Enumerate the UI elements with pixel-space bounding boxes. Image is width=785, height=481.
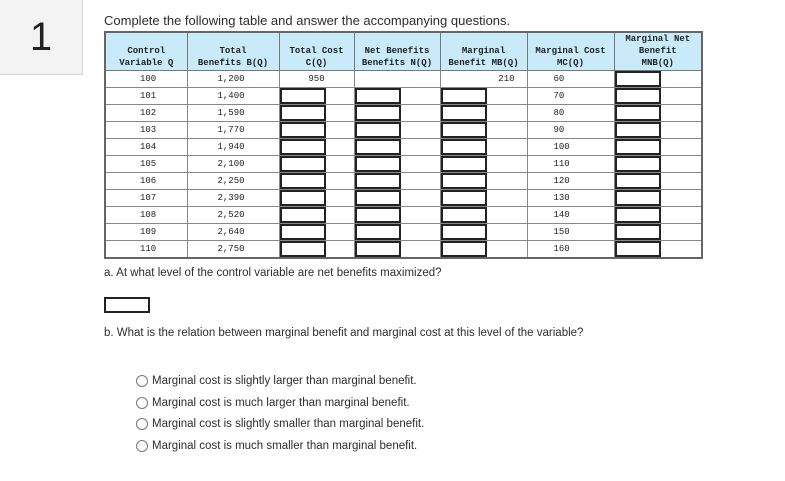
marginal-cost-value: 60 bbox=[553, 74, 565, 84]
net-benefits-cell bbox=[354, 139, 440, 156]
marginal-benefit-cell bbox=[440, 173, 527, 190]
total-cost bbox=[279, 71, 354, 88]
net-benefits-input[interactable] bbox=[355, 156, 401, 172]
question-number: 1 bbox=[0, 0, 83, 75]
control-variable bbox=[105, 241, 187, 259]
total-cost-cell bbox=[279, 156, 354, 173]
total-cost-cell bbox=[279, 241, 354, 259]
header-marginal-benefit: Marginal Benefit MB(Q) bbox=[440, 32, 527, 71]
radio-icon[interactable] bbox=[136, 418, 148, 430]
total-cost-cell bbox=[279, 105, 354, 122]
marginal-cost bbox=[527, 190, 614, 207]
radio-icon[interactable] bbox=[136, 440, 148, 452]
marginal-cost bbox=[527, 122, 614, 139]
marginal-benefit-cell bbox=[440, 207, 527, 224]
total-benefits-value: 2,750 bbox=[217, 244, 245, 254]
control-variable bbox=[105, 190, 187, 207]
control-variable bbox=[105, 207, 187, 224]
marginal-benefit bbox=[440, 71, 527, 88]
control-variable bbox=[105, 71, 187, 88]
marginal-cost bbox=[527, 105, 614, 122]
total-benefits-value: 1,200 bbox=[217, 74, 245, 84]
total-benefits bbox=[187, 241, 279, 259]
marginal-benefit-input[interactable] bbox=[441, 224, 487, 240]
control-variable bbox=[105, 88, 187, 105]
option-label: Marginal cost is slightly smaller than marginal benefit. bbox=[152, 418, 425, 431]
marginal-cost-value: 100 bbox=[553, 142, 570, 152]
total-cost-input[interactable] bbox=[280, 207, 326, 223]
total-benefits bbox=[187, 88, 279, 105]
marginal-cost-value: 110 bbox=[553, 159, 570, 169]
total-benefits-value: 2,250 bbox=[217, 176, 245, 186]
marginal-cost bbox=[527, 71, 614, 88]
marginal-cost-value: 70 bbox=[553, 91, 565, 101]
total-cost-input[interactable] bbox=[280, 156, 326, 172]
marginal-benefit-input[interactable] bbox=[441, 156, 487, 172]
option-label: Marginal cost is much smaller than marginal benefit. bbox=[152, 439, 418, 452]
marginal-benefit-input[interactable] bbox=[441, 88, 487, 104]
table-row bbox=[105, 241, 702, 259]
control-variable-value: 103 bbox=[140, 125, 157, 135]
net-benefits-cell bbox=[354, 190, 440, 207]
control-variable-value: 105 bbox=[140, 159, 157, 169]
control-variable-value: 109 bbox=[140, 227, 157, 237]
marginal-net-benefit-cell bbox=[614, 241, 702, 259]
total-benefits bbox=[187, 224, 279, 241]
table-row bbox=[105, 156, 702, 173]
net-benefits-cell bbox=[354, 156, 440, 173]
total-cost-cell bbox=[279, 88, 354, 105]
option-label: Marginal cost is slightly larger than marginal benefit. bbox=[152, 374, 417, 387]
table-row bbox=[105, 88, 702, 105]
table-row bbox=[105, 224, 702, 241]
option-3[interactable] bbox=[136, 413, 424, 435]
total-benefits-value: 1,940 bbox=[217, 142, 245, 152]
marginal-cost-value: 120 bbox=[553, 176, 570, 186]
marginal-net-benefit-cell bbox=[614, 88, 702, 105]
net-benefits-input[interactable] bbox=[355, 139, 401, 155]
total-cost-input[interactable] bbox=[280, 122, 326, 138]
marginal-cost bbox=[527, 241, 614, 259]
control-variable bbox=[105, 173, 187, 190]
net-benefits-cell bbox=[354, 224, 440, 241]
marginal-benefit-input[interactable] bbox=[441, 173, 487, 189]
control-variable bbox=[105, 139, 187, 156]
marginal-net-benefit-input[interactable] bbox=[615, 88, 661, 104]
answer-options bbox=[136, 370, 424, 457]
total-benefits bbox=[187, 207, 279, 224]
header-total-benefits: Total Benefits B(Q) bbox=[187, 32, 279, 71]
total-cost-cell bbox=[279, 207, 354, 224]
total-benefits bbox=[187, 105, 279, 122]
header-marginal-cost: Marginal Cost MC(Q) bbox=[527, 32, 614, 71]
marginal-net-benefit-input[interactable] bbox=[615, 122, 661, 138]
control-variable-value: 100 bbox=[140, 74, 157, 84]
marginal-benefit-input[interactable] bbox=[441, 105, 487, 121]
option-4[interactable] bbox=[136, 435, 424, 457]
marginal-net-benefit-input[interactable] bbox=[615, 71, 661, 87]
marginal-benefit-cell bbox=[440, 139, 527, 156]
control-variable-value: 108 bbox=[140, 210, 157, 220]
marginal-cost-value: 130 bbox=[553, 193, 570, 203]
total-cost-input[interactable] bbox=[280, 173, 326, 189]
marginal-net-benefit-input[interactable] bbox=[615, 105, 661, 121]
total-cost-input[interactable] bbox=[280, 190, 326, 206]
net-benefits-cell bbox=[354, 173, 440, 190]
marginal-net-benefit-input[interactable] bbox=[615, 190, 661, 206]
total-benefits-value: 2,100 bbox=[217, 159, 245, 169]
control-variable bbox=[105, 224, 187, 241]
control-variable bbox=[105, 105, 187, 122]
control-variable bbox=[105, 156, 187, 173]
marginal-net-benefit-cell bbox=[614, 71, 702, 88]
data-table bbox=[104, 31, 703, 259]
header-net-benefits: Net Benefits Benefits N(Q) bbox=[354, 32, 440, 71]
radio-icon[interactable] bbox=[136, 375, 148, 387]
net-benefits-input[interactable] bbox=[355, 122, 401, 138]
marginal-net-benefit-input[interactable] bbox=[615, 241, 661, 257]
net-benefits bbox=[354, 71, 440, 88]
total-benefits bbox=[187, 173, 279, 190]
header-control-variable: Control Variable Q bbox=[105, 32, 187, 71]
net-benefits-input[interactable] bbox=[355, 241, 401, 257]
marginal-net-benefit-input[interactable] bbox=[615, 156, 661, 172]
total-benefits-value: 1,590 bbox=[217, 108, 245, 118]
total-cost-cell bbox=[279, 224, 354, 241]
marginal-benefit-cell bbox=[440, 88, 527, 105]
control-variable-value: 101 bbox=[140, 91, 157, 101]
marginal-cost bbox=[527, 207, 614, 224]
total-cost-input[interactable] bbox=[280, 105, 326, 121]
total-cost-cell bbox=[279, 139, 354, 156]
marginal-benefit-input[interactable] bbox=[441, 122, 487, 138]
net-benefits-input[interactable] bbox=[355, 207, 401, 223]
marginal-net-benefit-cell bbox=[614, 224, 702, 241]
answer-a-input[interactable] bbox=[104, 297, 150, 313]
marginal-net-benefit-cell bbox=[614, 122, 702, 139]
total-benefits bbox=[187, 71, 279, 88]
total-benefits bbox=[187, 122, 279, 139]
table-row bbox=[105, 71, 702, 88]
net-benefits-cell bbox=[354, 241, 440, 259]
total-benefits-value: 2,390 bbox=[217, 193, 245, 203]
marginal-benefit-input[interactable] bbox=[441, 241, 487, 257]
total-cost-input[interactable] bbox=[280, 224, 326, 240]
marginal-net-benefit-input[interactable] bbox=[615, 207, 661, 223]
total-benefits bbox=[187, 156, 279, 173]
control-variable-value: 107 bbox=[140, 193, 157, 203]
total-cost-input[interactable] bbox=[280, 139, 326, 155]
marginal-net-benefit-input[interactable] bbox=[615, 173, 661, 189]
total-benefits-value: 1,770 bbox=[217, 125, 245, 135]
table-row bbox=[105, 139, 702, 156]
marginal-cost bbox=[527, 156, 614, 173]
total-cost-input[interactable] bbox=[280, 88, 326, 104]
marginal-net-benefit-cell bbox=[614, 105, 702, 122]
marginal-benefit-input[interactable] bbox=[441, 139, 487, 155]
marginal-benefit-cell bbox=[440, 105, 527, 122]
marginal-net-benefit-cell bbox=[614, 156, 702, 173]
control-variable-value: 104 bbox=[140, 142, 157, 152]
marginal-benefit-cell bbox=[440, 122, 527, 139]
marginal-cost bbox=[527, 139, 614, 156]
total-cost-value: 950 bbox=[308, 74, 325, 84]
marginal-benefit-input[interactable] bbox=[441, 190, 487, 206]
total-benefits-value: 2,520 bbox=[217, 210, 245, 220]
header-marginal-net-benefit: Marginal Net Benefit MNB(Q) bbox=[614, 32, 702, 71]
table-row bbox=[105, 105, 702, 122]
marginal-benefit-cell bbox=[440, 156, 527, 173]
marginal-net-benefit-input[interactable] bbox=[615, 139, 661, 155]
marginal-cost-value: 160 bbox=[553, 244, 570, 254]
marginal-benefit-cell bbox=[440, 190, 527, 207]
total-benefits-value: 2,640 bbox=[217, 227, 245, 237]
marginal-cost-value: 80 bbox=[553, 108, 565, 118]
net-benefits-cell bbox=[354, 88, 440, 105]
net-benefits-cell bbox=[354, 122, 440, 139]
marginal-net-benefit-cell bbox=[614, 139, 702, 156]
total-cost-input[interactable] bbox=[280, 241, 326, 257]
option-1[interactable] bbox=[136, 370, 424, 392]
net-benefits-cell bbox=[354, 207, 440, 224]
question-b: b. What is the relation between marginal benefit and marginal cost at this level of the variable? bbox=[104, 327, 584, 339]
option-label: Marginal cost is much larger than marginal benefit. bbox=[152, 396, 410, 409]
option-2[interactable] bbox=[136, 392, 424, 414]
control-variable-value: 102 bbox=[140, 108, 157, 118]
radio-icon[interactable] bbox=[136, 397, 148, 409]
marginal-net-benefit-cell bbox=[614, 207, 702, 224]
marginal-benefit-cell bbox=[440, 241, 527, 259]
marginal-benefit-cell bbox=[440, 224, 527, 241]
total-cost-cell bbox=[279, 190, 354, 207]
marginal-cost bbox=[527, 173, 614, 190]
control-variable-value: 110 bbox=[140, 244, 157, 254]
table-row bbox=[105, 190, 702, 207]
net-benefits-input[interactable] bbox=[355, 190, 401, 206]
net-benefits-cell bbox=[354, 105, 440, 122]
marginal-benefit-input[interactable] bbox=[441, 207, 487, 223]
table-row bbox=[105, 122, 702, 139]
net-benefits-input[interactable] bbox=[355, 88, 401, 104]
total-benefits bbox=[187, 190, 279, 207]
net-benefits-input[interactable] bbox=[355, 105, 401, 121]
marginal-benefit-value: 210 bbox=[498, 74, 515, 84]
total-benefits bbox=[187, 139, 279, 156]
net-benefits-input[interactable] bbox=[355, 224, 401, 240]
table-row bbox=[105, 207, 702, 224]
table-header-row bbox=[105, 32, 702, 71]
marginal-net-benefit-input[interactable] bbox=[615, 224, 661, 240]
total-cost-cell bbox=[279, 122, 354, 139]
total-cost-cell bbox=[279, 173, 354, 190]
header-total-cost: Total Cost C(Q) bbox=[279, 32, 354, 71]
net-benefits-input[interactable] bbox=[355, 173, 401, 189]
instructions: Complete the following table and answer the accompanying questions. bbox=[104, 13, 511, 28]
control-variable bbox=[105, 122, 187, 139]
marginal-cost bbox=[527, 224, 614, 241]
marginal-cost-value: 140 bbox=[553, 210, 570, 220]
marginal-cost-value: 150 bbox=[553, 227, 570, 237]
marginal-cost bbox=[527, 88, 614, 105]
table-row bbox=[105, 173, 702, 190]
marginal-net-benefit-cell bbox=[614, 190, 702, 207]
question-a: a. At what level of the control variable are net benefits maximized? bbox=[104, 267, 442, 279]
total-benefits-value: 1,400 bbox=[217, 91, 245, 101]
control-variable-value: 106 bbox=[140, 176, 157, 186]
marginal-cost-value: 90 bbox=[553, 125, 565, 135]
marginal-net-benefit-cell bbox=[614, 173, 702, 190]
